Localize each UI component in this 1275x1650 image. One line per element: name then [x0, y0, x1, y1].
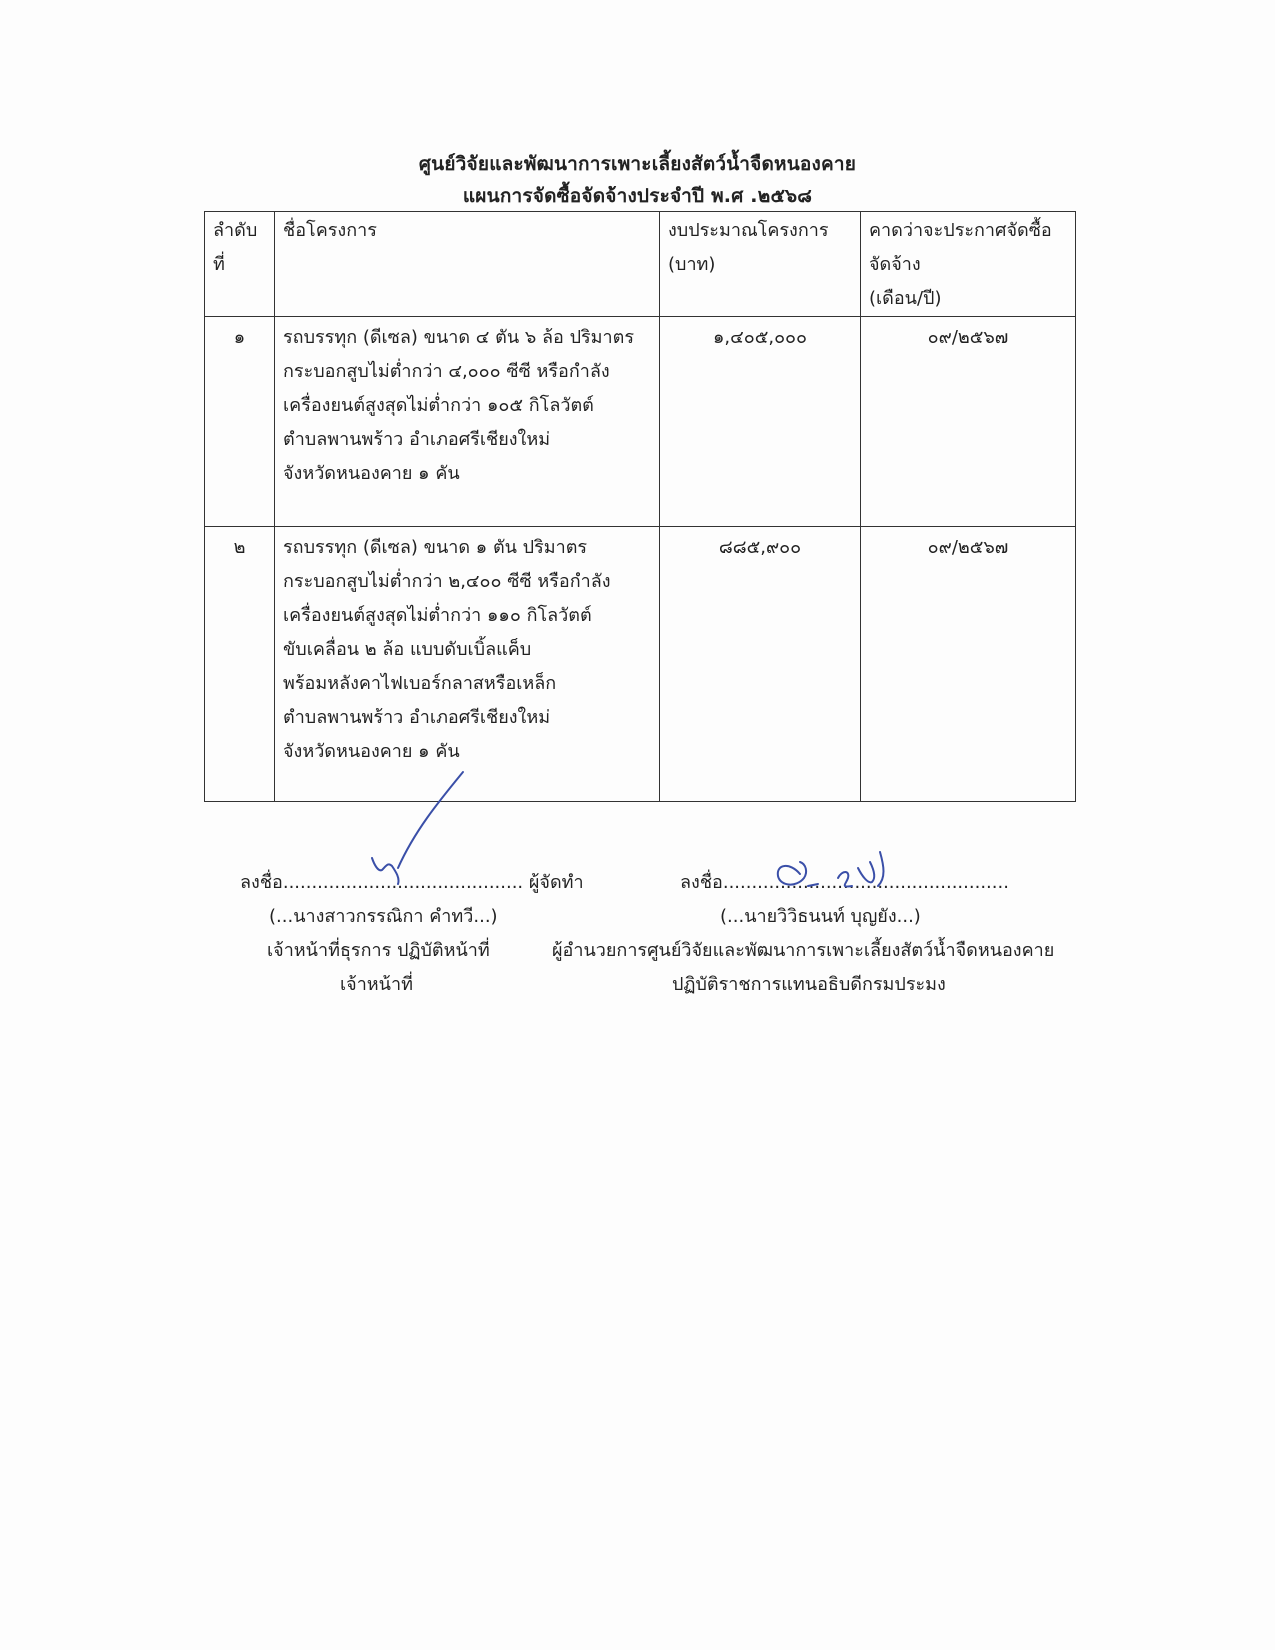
approver-sign-line: ลงชื่อ.................................................. — [680, 872, 1009, 893]
project-name-line: ตำบลพานพร้าว อำเภอศรีเชียงใหม่ — [283, 707, 551, 728]
project-name-line: รถบรรทุก (ดีเซล) ขนาด ๔ ตัน ๖ ล้อ ปริมาตร — [283, 327, 634, 348]
header-date-line: จัดจ้าง — [869, 254, 921, 275]
approver-position: ผู้อำนวยการศูนย์วิจัยและพัฒนาการเพาะเลี้ยงสัตว์น้ำจืดหนองคาย — [552, 940, 1055, 961]
row-project-name — [275, 317, 660, 527]
project-name-line: เครื่องยนต์สูงสุดไม่ต่ำกว่า ๑๑๐ กิโลวัตต์ — [283, 605, 592, 626]
project-name-line: จังหวัดหนองคาย ๑ คัน — [283, 741, 460, 762]
table-row — [205, 317, 1076, 527]
procurement-plan-table — [204, 211, 1076, 802]
signature-block-preparer — [240, 866, 584, 1002]
project-name-line: ขับเคลื่อน ๒ ล้อ แบบดับเบิ้ลแค็บ — [283, 639, 532, 660]
org-title: ศูนย์วิจัยและพัฒนาการเพาะเลี้ยงสัตว์น้ำจืดหนองคาย — [418, 153, 857, 175]
table-row — [205, 527, 1076, 802]
project-name-line: กระบอกสูบไม่ต่ำกว่า ๔,๐๐๐ ซีซี หรือกำลัง — [283, 361, 610, 382]
row-announce-date: ๐๙/๒๕๖๗ — [861, 317, 1076, 527]
header-announce-date — [861, 212, 1076, 317]
project-name-line: เครื่องยนต์สูงสุดไม่ต่ำกว่า ๑๐๕ กิโลวัตต์ — [283, 395, 594, 416]
project-name-line: รถบรรทุก (ดีเซล) ขนาด ๑ ตัน ปริมาตร — [283, 537, 588, 558]
header-seq-line: ที่ — [213, 254, 225, 275]
row-budget: ๘๘๕,๙๐๐ — [660, 527, 861, 802]
header-seq-line: ลำดับ — [213, 220, 258, 241]
project-name-line: ตำบลพานพร้าว อำเภอศรีเชียงใหม่ — [283, 429, 551, 450]
document-header — [0, 148, 1275, 212]
row-project-name — [275, 527, 660, 802]
row-seq: ๑ — [205, 317, 275, 527]
project-name-line: พร้อมหลังคาไฟเบอร์กลาสหรือเหล็ก — [283, 673, 557, 694]
header-date-line: (เดือน/ปี) — [869, 288, 942, 309]
project-name-line: กระบอกสูบไม่ต่ำกว่า ๒,๔๐๐ ซีซี หรือกำลัง — [283, 571, 611, 592]
project-name-line: จังหวัดหนองคาย ๑ คัน — [283, 463, 460, 484]
header-budget-line: งบประมาณโครงการ — [668, 220, 829, 241]
row-announce-date: ๐๙/๒๕๖๗ — [861, 527, 1076, 802]
preparer-name: (...นางสาวกรรณิกา คำทวี...) — [269, 906, 498, 927]
plan-title: แผนการจัดซื้อจัดจ้างประจำปี พ.ศ .๒๕๖๘ — [462, 185, 813, 207]
header-seq — [205, 212, 275, 317]
approver-name: (...นายวิวิธนนท์ บุญยัง...) — [720, 906, 921, 927]
row-budget: ๑,๔๐๕,๐๐๐ — [660, 317, 861, 527]
table-header-row — [205, 212, 1076, 317]
preparer-sign-line: ลงชื่อ.......................................... ผู้จัดทำ — [240, 872, 584, 893]
preparer-position: เจ้าหน้าที่ธุรการ ปฏิบัติหน้าที่ — [267, 940, 490, 961]
approver-position-cont: ปฏิบัติราชการแทนอธิบดีกรมประมง — [672, 974, 946, 995]
header-budget — [660, 212, 861, 317]
preparer-position-cont: เจ้าหน้าที่ — [340, 974, 413, 995]
header-project-name: ชื่อโครงการ — [275, 212, 660, 317]
header-date-line: คาดว่าจะประกาศจัดซื้อ — [869, 220, 1052, 241]
row-seq: ๒ — [205, 527, 275, 802]
signature-block-approver — [680, 866, 1009, 934]
header-budget-line: (บาท) — [668, 254, 716, 275]
